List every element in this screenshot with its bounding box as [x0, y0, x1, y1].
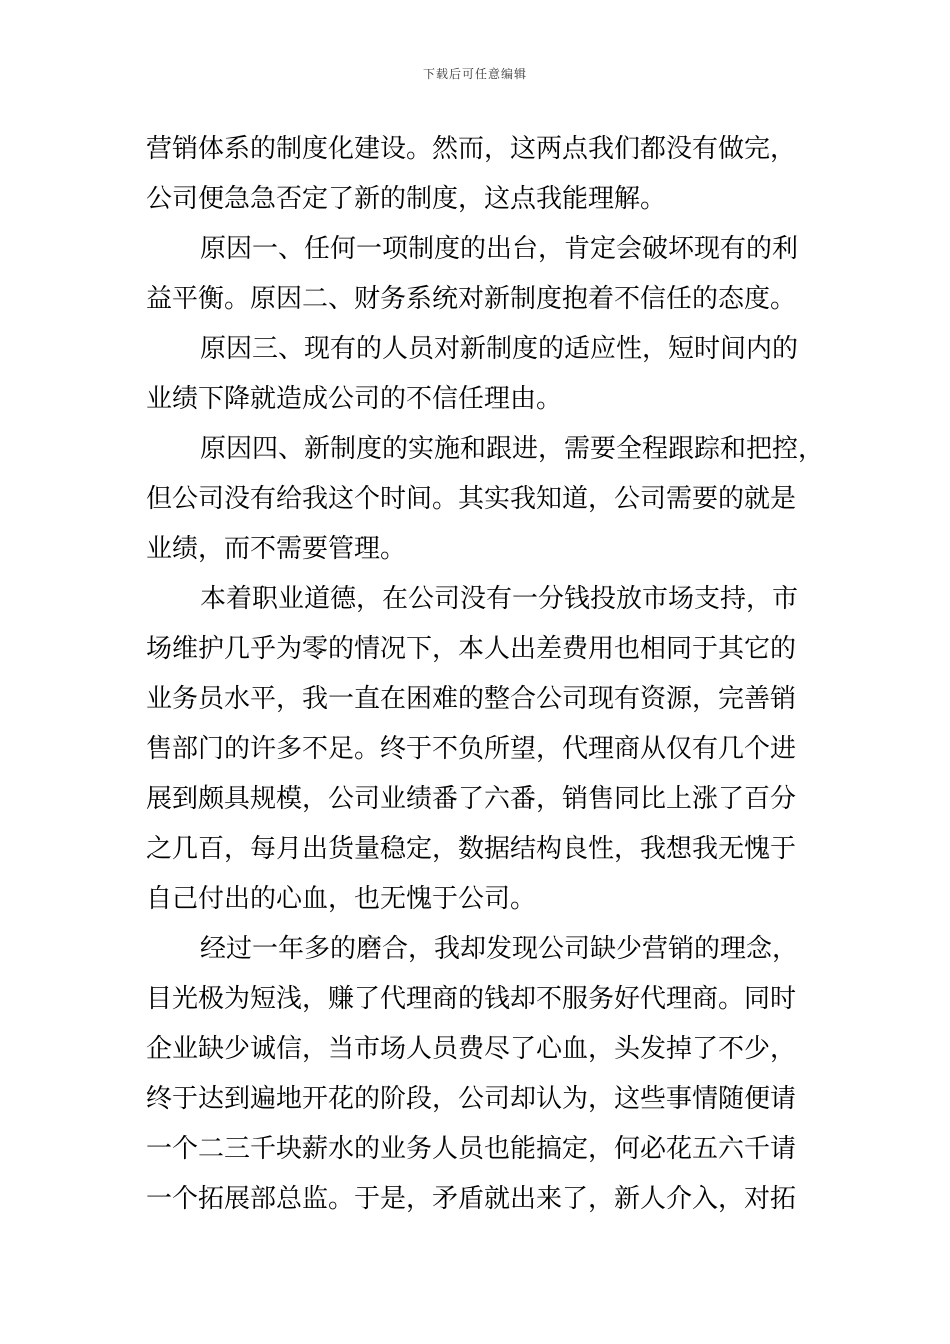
text-line: 营销体系的制度化建设。然而，这两点我们都没有做完， [146, 134, 797, 164]
text-line: 终于达到遍地开花的阶段，公司却认为，这些事情随便请 [146, 1084, 797, 1114]
text-line: 场维护几乎为零的情况下，本人出差费用也相同于其它的 [146, 634, 797, 664]
page-header: 下载后可任意编辑 [422, 67, 527, 81]
text-line: 原因一、任何一项制度的出台，肯定会破坏现有的利 [200, 234, 799, 264]
text-line: 经过一年多的磨合，我却发现公司缺少营销的理念， [200, 934, 799, 964]
text-line: 原因四、新制度的实施和跟进，需要全程跟踪和把控， [200, 434, 825, 464]
text-line: 展到颇具规模，公司业绩番了六番，销售同比上涨了百分 [146, 784, 797, 814]
text-line: 售部门的许多不足。终于不负所望，代理商从仅有几个进 [146, 734, 797, 764]
text-line: 公司便急急否定了新的制度，这点我能理解。 [146, 184, 667, 214]
text-line: 但公司没有给我这个时间。其实我知道，公司需要的就是 [146, 484, 797, 514]
text-line: 业务员水平，我一直在困难的整合公司现有资源，完善销 [146, 684, 797, 714]
text-line: 原因三、现有的人员对新制度的适应性，短时间内的 [200, 334, 799, 364]
text-line: 目光极为短浅，赚了代理商的钱却不服务好代理商。同时 [146, 984, 797, 1014]
body-text [146, 124, 825, 1224]
text-line: 一个拓展部总监。于是，矛盾就出来了，新人介入，对拓 [146, 1184, 797, 1214]
text-line: 本着职业道德，在公司没有一分钱投放市场支持，市 [200, 584, 799, 614]
text-line: 企业缺少诚信，当市场人员费尽了心血，头发掉了不少， [146, 1034, 797, 1064]
text-line: 自己付出的心血，也无愧于公司。 [146, 884, 537, 914]
text-line: 业绩下降就造成公司的不信任理由。 [146, 384, 563, 414]
text-line: 之几百，每月出货量稳定，数据结构良性，我想我无愧于 [146, 834, 797, 864]
text-line: 益平衡。原因二、财务系统对新制度抱着不信任的态度。 [146, 284, 797, 314]
text-line: 业绩，而不需要管理。 [146, 534, 407, 564]
text-line: 一个二三千块薪水的业务人员也能搞定，何必花五六千请 [146, 1134, 797, 1164]
